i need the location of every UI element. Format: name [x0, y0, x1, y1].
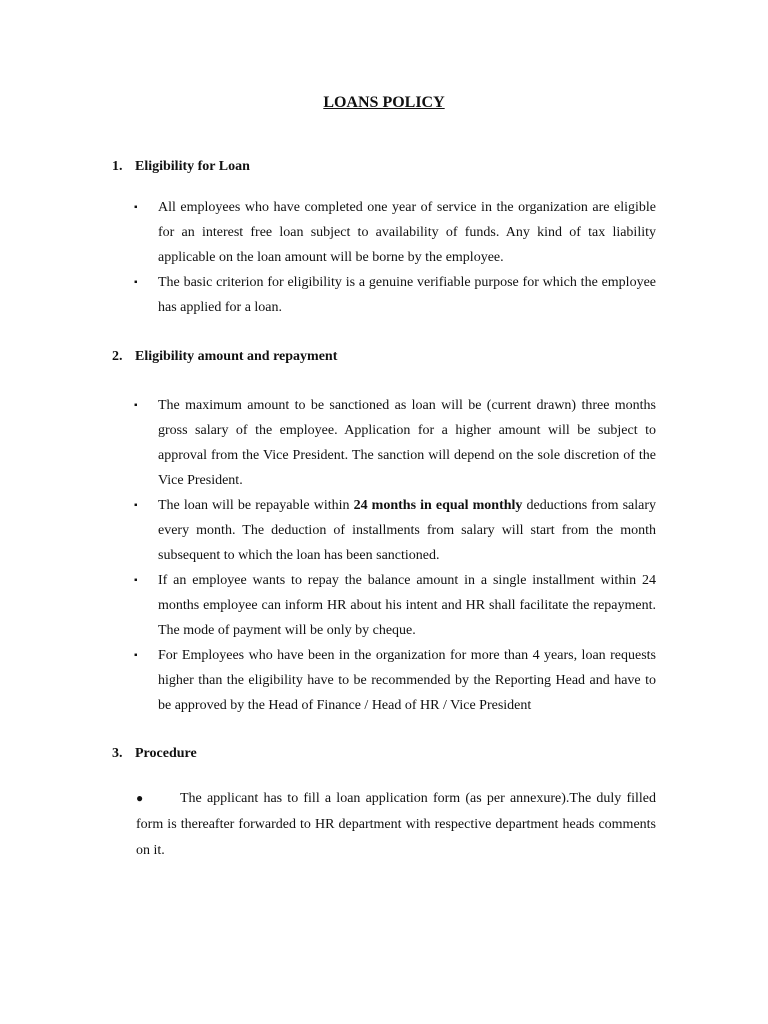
list-item: [134, 270, 656, 320]
document-title: LOANS POLICY: [323, 94, 445, 111]
square-bullet-icon: ▪: [134, 650, 138, 661]
list-item: [134, 393, 656, 493]
section-title: Eligibility for Loan: [135, 159, 250, 174]
section-number: 2.: [112, 349, 123, 364]
round-bullet-icon: ●: [136, 791, 144, 805]
list-item-text: All employees who have completed one year of service in the organization are eligible for an interest free loan subject to availability of funds. Any kind of tax liability applicable on the loan amount will be borne by the employee.: [158, 200, 656, 265]
section-number: 3.: [112, 746, 123, 761]
list-item: [134, 643, 656, 718]
square-bullet-icon: ▪: [134, 400, 138, 411]
list-item-text: The applicant has to fill a loan application form (as per annexure).The duly filled form is thereafter forwarded to HR department with respective department heads comments on it.: [136, 791, 656, 858]
section-heading-procedure: [112, 744, 197, 764]
square-bullet-icon: ▪: [134, 202, 138, 213]
list-item-text: [158, 493, 656, 568]
list-item: [134, 568, 656, 643]
section-heading-amount-repayment: [112, 347, 337, 367]
list-item: [134, 493, 656, 568]
section-number: 1.: [112, 159, 123, 174]
list-item-text: If an employee wants to repay the balance amount in a single installment within 24 months employee can inform HR about his intent and HR shall facilitate the repayment. The mode of payment will be only by cheque.: [158, 573, 656, 638]
list-item: [136, 785, 656, 864]
section-heading-eligibility: [112, 157, 250, 177]
list-item-text-start: The loan will be repayable within: [158, 498, 354, 513]
list-item: [134, 195, 656, 270]
square-bullet-icon: ▪: [134, 277, 138, 288]
list-item-text: For Employees who have been in the organization for more than 4 years, loan requests higher than the eligibility have to be recommended by the Reporting Head and have to be approved by the Head of Finance / Head of HR / Vice President: [158, 648, 656, 713]
list-item-text-end: deductions from salary every month. The deduction of installments from salary will start from the month subsequent to which the loan has been sanctioned.: [158, 498, 657, 563]
square-bullet-icon: ▪: [134, 500, 138, 511]
list-item-text: The maximum amount to be sanctioned as loan will be (current drawn) three months gross salary of the employee. Application for a higher amount will be subject to approval from the Vice President. The sanction will depend on the sole discretion of the Vice President.: [158, 398, 656, 488]
square-bullet-icon: ▪: [134, 575, 138, 586]
list-item-text-emphasis: 24 months in equal monthly: [353, 498, 523, 513]
section-title: Eligibility amount and repayment: [135, 349, 338, 364]
section-title: Procedure: [135, 746, 197, 761]
list-item-text: The basic criterion for eligibility is a genuine verifiable purpose for which the employee has applied for a loan.: [158, 275, 656, 315]
